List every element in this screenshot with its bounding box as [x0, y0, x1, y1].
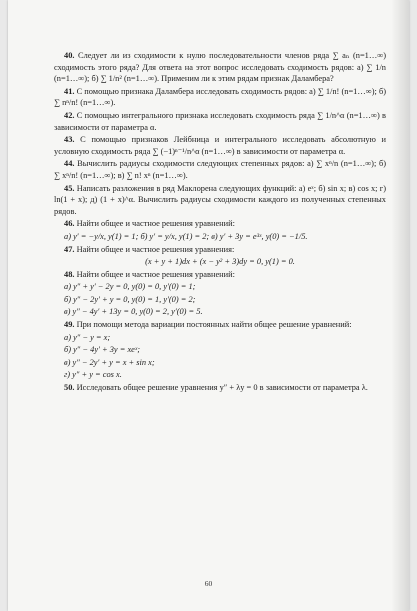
problem-49-item-d: г) y″ + y = cos x. — [64, 370, 122, 380]
problem-number: 40. — [64, 51, 75, 60]
problem-text: Найти общее и частное решения уравнений: — [76, 269, 235, 279]
problem-41 — [54, 86, 386, 109]
problem-text: При помощи метода вариации постоянных найти общее решение уравнений: — [76, 320, 352, 330]
problem-48-item-a: а) y″ + y′ − 2y = 0, y(0) = 0, y′(0) = 1; — [64, 282, 196, 292]
problem-42 — [54, 110, 386, 133]
page-body — [54, 50, 386, 395]
problem-text: Исследовать общее решение уравнения y″ + λy = 0 в зависимости от параметра λ. — [76, 383, 368, 393]
problem-text: С помощью признака Даламбера исследовать сходимость рядов: а) ∑ 1/n! (n=1…∞); б) ∑ nⁿ/n! (n=1…∞). — [54, 86, 386, 108]
problem-text: Найти общее и частное решения уравнения: — [76, 244, 235, 254]
problem-number: 46. — [64, 219, 75, 229]
problem-text: С помощью интегрального признака исследовать сходимость ряда ∑ 1/n^α (n=1…∞) в зависимости от параметра α. — [54, 110, 386, 132]
problem-text: Следует ли из сходимости к нулю последовательности членов ряда ∑ aₙ (n=1…∞) сходимость этого ряда? Для ответа на этот вопрос исследовать сходимость рядов: а) ∑ 1/n (n=1…∞); б) ∑ 1/n² (n=1…∞). Применим ли к этим рядам признак Даламбера? — [54, 51, 387, 84]
problem-49-item-b: б) y″ − 4y′ + 3y = xeˣ; — [64, 345, 141, 355]
problem-43 — [54, 134, 386, 157]
problem-48-item-b: б) y″ − 2y′ + y = 0, y(0) = 1, y′(0) = 2; — [64, 294, 196, 304]
problem-number: 49. — [64, 320, 75, 330]
problem-48 — [54, 269, 386, 281]
problem-46 — [54, 218, 386, 230]
problem-49-item-c: в) y″ − 2y′ + y = x + sin x; — [64, 357, 155, 367]
problem-number: 50. — [64, 383, 75, 393]
problem-number: 47. — [64, 244, 75, 254]
problem-text: С помощью признаков Лейбница и интегрального исследовать абсолютную и условную сходимость ряда ∑ (−1)ⁿ⁻¹/n^α (n=1…∞) в зависимости от параметра α. — [54, 135, 386, 156]
document-page — [8, 0, 409, 611]
problem-48-item-c: в) y″ − 4y′ + 13y = 0, y(0) = 2, y′(0) = 5. — [64, 307, 203, 317]
problem-47 — [54, 244, 386, 256]
page-number: 60 — [204, 579, 213, 588]
problem-text: Написать разложения в ряд Маклорена следующих функций: а) eˣ; б) sin x; в) cos x; г) ln(1 + x); д) (1 + x)^α. Вычислить радиусы сходимости каждого из полученных степенных рядов. — [54, 183, 387, 216]
problem-number: 42. — [64, 110, 75, 120]
problem-49-item-a: а) y″ − y = x; — [64, 332, 111, 342]
problem-45 — [54, 183, 386, 218]
problem-text: Найти общее и частное решения уравнений: — [76, 219, 235, 229]
problem-text: Вычислить радиусы сходимости следующих степенных рядов: а) ∑ xⁿ/n (n=1…∞); б) ∑ xⁿ/n! (n=1…∞); в) ∑ n! xⁿ (n=1…∞). — [54, 159, 387, 180]
problem-number: 44. — [64, 159, 75, 169]
problem-50 — [54, 382, 386, 394]
problem-44 — [54, 158, 386, 181]
scan-shadow — [391, 0, 409, 611]
problem-46-equations: а) y′ = −y/x, y(1) = 1; б) y′ = y/x, y(1) = 2; в) y′ + 3y = e³ˣ, y(0) = −1/5. — [64, 231, 308, 241]
problem-47-equation: (x + y + 1)dx + (x − y² + 3)dy = 0, y(1) = 0. — [145, 257, 295, 267]
problem-number: 43. — [64, 135, 75, 145]
problem-number: 41. — [64, 86, 75, 96]
problem-number: 45. — [64, 183, 75, 193]
problem-40 — [54, 50, 386, 85]
problem-49 — [54, 319, 386, 331]
problem-number: 48. — [64, 269, 75, 279]
